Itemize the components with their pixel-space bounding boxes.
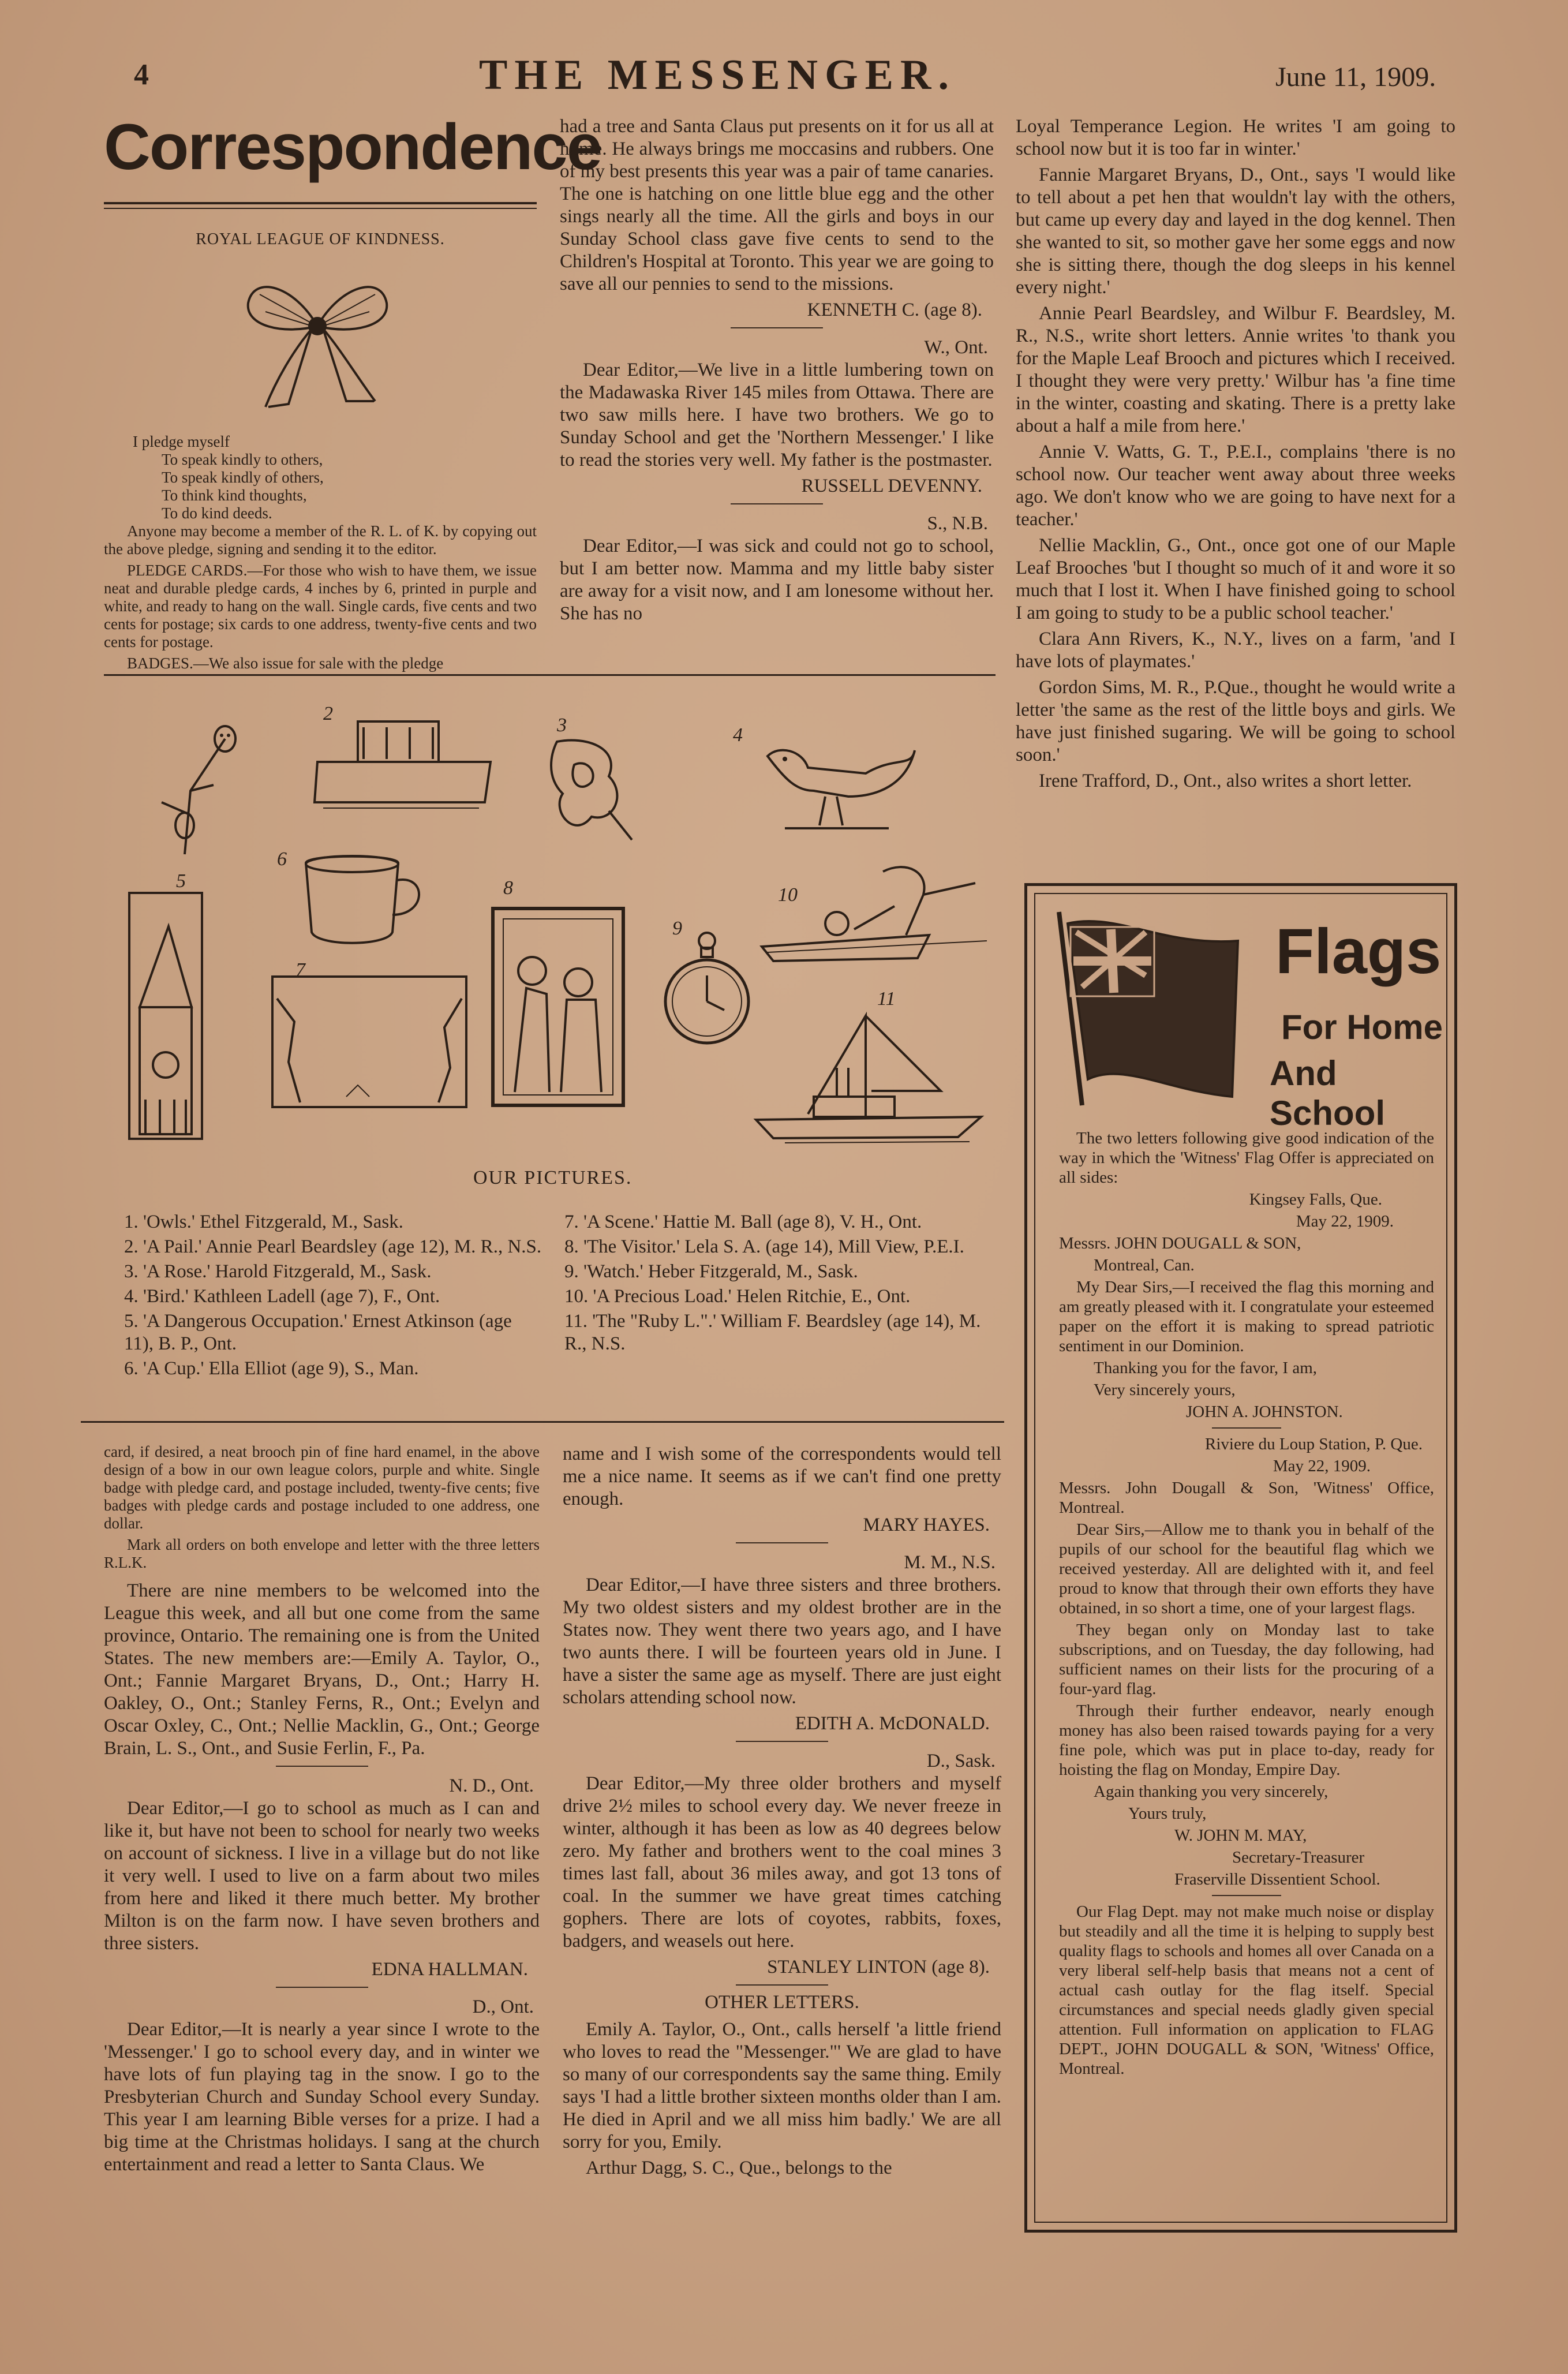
badges-text: BADGES.—We also issue for sale with the pledge bbox=[127, 655, 444, 672]
letter-addressee-city: Montreal, Can. bbox=[1094, 1256, 1195, 1274]
letter-place: S., N.B. bbox=[927, 513, 988, 534]
picture-label: 9 bbox=[672, 918, 682, 939]
letter-text: Irene Trafford, D., Ont., also writes a short letter. bbox=[1039, 771, 1412, 791]
letter-closing: Very sincerely yours, bbox=[1094, 1381, 1236, 1399]
flag-advertisement bbox=[1024, 883, 1457, 2233]
picture-label: 11 bbox=[877, 988, 896, 1010]
issue-date: June 11, 1909. bbox=[1275, 62, 1436, 92]
pictures-top-rule bbox=[104, 674, 996, 676]
letter-place: W., Ont. bbox=[924, 337, 988, 358]
mark-orders: Mark all orders on both envelope and letter with the three letters R.L.K. bbox=[104, 1536, 540, 1571]
captions-left bbox=[124, 1211, 545, 1382]
letter-text: Dear Editor,—I go to school as much as I can and like it, but have not been to school for nearly two weeks on account of sickness. I live in a village but do not like it very well. I used to live on a farm about two miles from here and liked it there much better. My brother Milton is on the farm now. I have seven brothers and three sisters. bbox=[104, 1798, 540, 1954]
pictures-title: OUR PICTURES. bbox=[473, 1167, 633, 1188]
letter-thanks: Thanking you for the favor, I am, bbox=[1094, 1359, 1317, 1377]
pledge-line: To do kind deeds. bbox=[162, 504, 272, 522]
badges-continued: card, if desired, a neat brooch pin of fine hard enamel, in the above design of a bow in our own league colors, purple and white. Single badge with pledge card, and postage included, twenty-five cents; five badges with pledge cards and postage included to one address, one dollar. bbox=[104, 1443, 540, 1532]
ad-heading-flags: Flags bbox=[1275, 916, 1442, 987]
ad-heading-school: And School bbox=[1270, 1054, 1386, 1132]
pledge-block bbox=[133, 433, 525, 522]
owls-drawing bbox=[150, 716, 242, 854]
letter-place: Riviere du Loup Station, P. Que. bbox=[1205, 1435, 1423, 1453]
title-rule bbox=[104, 202, 537, 204]
letter-signature-title: Secretary-Treasurer bbox=[1232, 1848, 1365, 1867]
letter-place: Kingsey Falls, Que. bbox=[1249, 1190, 1382, 1209]
letter-body: My Dear Sirs,—I received the flag this morning and am greatly pleased with it. I congratulate your esteemed paper on the effort it is making to spread patriotic sentiment in our Dominion. bbox=[1059, 1278, 1434, 1355]
rose-drawing bbox=[540, 724, 638, 846]
pledge-line: To speak kindly to others, bbox=[162, 451, 323, 468]
ad-closing-text: Our Flag Dept. may not make much noise or display but steadily and all the time it is helping to supply best quality flags to schools and homes all over Canada on a very liberal self-help basis that means not a cent of actual cash outlay for the flag itself. Special circumstances and special needs gladly given special attention. Full information on application to FLAG DEPT., JOHN DOUGALL & SON, 'Witness' Office, Montreal. bbox=[1059, 1902, 1434, 2078]
pictures-bottom-rule bbox=[81, 1421, 1004, 1423]
letters-column-2 bbox=[560, 115, 994, 629]
letter-text: Annie Pearl Beardsley, and Wilbur F. Beardsley, M. R., N.S., write short letters. Annie writes 'to thank you for the Maple Leaf Brooch and pictures which I received. I thought they were very pretty.' Wilbur has 'a fine time in the winter, coasting and skating. There is a pretty lake about a half a mile from here.' bbox=[1016, 303, 1455, 436]
letters-column-1-bottom bbox=[104, 1443, 540, 2179]
caption: 11. 'The "Ruby L.".' William F. Beardsley (age 14), M. R., N.S. bbox=[564, 1311, 981, 1354]
letter-text: Emily A. Taylor, O., Ont., calls herself 'a little friend who loves to read the "Messenger."' We are glad to have so many of our correspondents say the same thing. Emily says 'I had a little brother sixteen months older than I am. He died in April and we all miss him badly.' We are all sorry for you, Emily. bbox=[563, 2019, 1001, 2152]
ad-heading-home: For Home bbox=[1281, 1008, 1443, 1046]
divider bbox=[736, 1984, 828, 1986]
caption: 2. 'A Pail.' Annie Pearl Beardsley (age 12), M. R., N.S. bbox=[124, 1236, 542, 1257]
letter-text: Clara Ann Rivers, K., N.Y., lives on a farm, 'and I have lots of playmates.' bbox=[1016, 629, 1455, 672]
letter-addressee: Messrs. JOHN DOUGALL & SON, bbox=[1059, 1234, 1301, 1253]
letter-signature-school: Fraserville Dissentient School. bbox=[1174, 1870, 1380, 1889]
picture-label: 6 bbox=[277, 848, 287, 870]
letter-signature: EDITH A. McDONALD. bbox=[795, 1713, 990, 1734]
steamboat-drawing bbox=[750, 1004, 993, 1149]
letter-text: Dear Editor,—I was sick and could not go to school, but I am better now. Mamma and my little baby sister are away for a visit now, and I am lonesome without her. She has no bbox=[560, 536, 994, 624]
pledge-line: I pledge myself bbox=[133, 433, 230, 450]
cup-drawing bbox=[300, 851, 433, 949]
letter-body: They began only on Monday last to take subscriptions, and on Tuesday, the day following, had sufficient names on their lists for the procuring of a four-yard flag. bbox=[1059, 1621, 1434, 1698]
letter-text: Annie V. Watts, G. T., P.E.I., complains 'there is no school now. Our teacher went away about three weeks ago. We don't know who we are going to have next for a teacher.' bbox=[1016, 442, 1455, 530]
picture-label: 4 bbox=[733, 724, 743, 746]
letter-signature: KENNETH C. (age 8). bbox=[807, 300, 982, 320]
precious-load-drawing bbox=[756, 860, 987, 970]
divider bbox=[731, 503, 823, 504]
letter-place: M. M., N.S. bbox=[904, 1552, 996, 1573]
caption: 1. 'Owls.' Ethel Fitzgerald, M., Sask. bbox=[124, 1212, 403, 1232]
letter-place: N. D., Ont. bbox=[449, 1775, 534, 1796]
caption: 7. 'A Scene.' Hattie M. Ball (age 8), V. H., Ont. bbox=[564, 1212, 922, 1232]
letter-signature: MARY HAYES. bbox=[863, 1515, 990, 1535]
letter-signature: STANLEY LINTON (age 8). bbox=[767, 1957, 990, 1977]
page-number: 4 bbox=[134, 58, 149, 91]
church-drawing bbox=[128, 892, 203, 1140]
letter-text: Arthur Dagg, S. C., Que., belongs to the bbox=[586, 2158, 892, 2178]
letter-text: name and I wish some of the correspondents would tell me a nice name. It seems as if we can't find one pretty enough. bbox=[563, 1444, 1001, 1509]
letter-text: There are nine members to be welcomed into the League this week, and all but one come from the same province, Ontario. The remaining one is from the United States. The new members are:—Emily A. Taylor, O., Ont.; Fannie Margaret Bryans, D., Ont.; Harry H. Oakley, O., Ont.; Stanley Ferns, R., Ont.; Evelyn and Oscar Oxley, C., Ont.; Nellie Macklin, G., Ont.; George Brain, L. S., Ont., and Susie Ferlin, F., Pa. bbox=[104, 1580, 540, 1759]
letter-body: Again thanking you very sincerely, bbox=[1094, 1782, 1329, 1801]
pledge-line: To think kind thoughts, bbox=[162, 487, 307, 504]
letter-place: D., Sask. bbox=[926, 1751, 996, 1771]
bird-drawing bbox=[762, 733, 918, 837]
picture-label: 10 bbox=[778, 884, 798, 906]
letter-date: May 22, 1909. bbox=[1296, 1212, 1394, 1231]
caption: 4. 'Bird.' Kathleen Ladell (age 7), F., Ont. bbox=[124, 1286, 440, 1307]
title-rule-thin bbox=[104, 208, 537, 209]
letter-body: Dear Sirs,—Allow me to thank you in behalf of the pupils of our school for the beautiful flag which we received yesterday. All are delighted with it, and feel proud to know that through their own efforts they have obtained, in so short a time, one of your largest flags. bbox=[1059, 1520, 1434, 1617]
letter-addressee: Messrs. John Dougall & Son, 'Witness' Office, Montreal. bbox=[1059, 1479, 1434, 1517]
letter-signature: JOHN A. JOHNSTON. bbox=[1186, 1403, 1343, 1421]
letter-text: Fannie Margaret Bryans, D., Ont., says 'I would like to tell about a pet hen that wouldn't lay with the others, but came up every day and layed in the dog kennel. Then she wanted to sit, so mother gave her some eggs and now she is sitting there, though the dog sleeps in his kennel every night.' bbox=[1016, 165, 1455, 298]
caption: 3. 'A Rose.' Harold Fitzgerald, M., Sask. bbox=[124, 1261, 432, 1282]
letter-text: had a tree and Santa Claus put presents on it for us all at home. He always brings me moccasins and rubbers. One of my best presents this year was a pair of tame canaries. The one is hatching on one little blue egg and the other sings nearly all the time. All the girls and boys in our Sunday School class gave five cents to send to the Children's Hospital at Toronto. This year we are going to save all our pennies to send to the missions. bbox=[560, 116, 994, 294]
letter-date: May 22, 1909. bbox=[1273, 1457, 1371, 1475]
divider bbox=[731, 327, 823, 328]
pail-drawing bbox=[312, 716, 496, 814]
captions-right bbox=[564, 1211, 986, 1358]
caption: 5. 'A Dangerous Occupation.' Ernest Atkinson (age 11), B. P., Ont. bbox=[124, 1311, 512, 1354]
letter-text: Loyal Temperance Legion. He writes 'I am going to school now but it is too far in winter.' bbox=[1016, 116, 1455, 159]
caption: 9. 'Watch.' Heber Fitzgerald, M., Sask. bbox=[564, 1261, 858, 1282]
other-letters-title: OTHER LETTERS. bbox=[705, 1992, 859, 2013]
caption: 6. 'A Cup.' Ella Elliot (age 9), S., Man. bbox=[124, 1358, 419, 1379]
letter-signature: RUSSELL DEVENNY. bbox=[801, 476, 982, 496]
caption: 10. 'A Precious Load.' Helen Ritchie, E., Ont. bbox=[564, 1286, 911, 1307]
league-column bbox=[104, 228, 537, 251]
letter-text: Dear Editor,—My three older brothers and myself drive 2½ miles to school every day. We never freeze in winter, although it has been as low as 40 degrees below zero. My father and brothers went to the coal mines 3 times last fall, about 36 miles away, and got 13 tons of coal. In the summer we have great times catching gophers. There are lots of coyotes, rabbits, foxes, badgers, and weasels out here. bbox=[563, 1773, 1001, 1951]
ad-intro: The two letters following give good indication of the way in which the 'Witness' Flag Offer is appreciated on all sides: bbox=[1059, 1129, 1434, 1187]
picture-label: 2 bbox=[323, 703, 333, 724]
letter-text: Dear Editor,—It is nearly a year since I wrote to the 'Messenger.' I go to school every day, and in winter we have lots of fun playing tag in the snow. I go to the Presbyterian Church and Sunday School every Sunday. This year I am learning Bible verses for a prize. I had a big time at the Christmas holidays. I sang at the church entertainment and read a letter to Santa Claus. We bbox=[104, 2019, 540, 2175]
union-jack-flag-icon bbox=[1047, 906, 1249, 1108]
letter-body: Through their further endeavor, nearly enough money has also been raised towards paying for a very fine pole, which was put in place to-day, ready for hoisting the flag on Monday, Empire Day. bbox=[1059, 1702, 1434, 1779]
pledge-cards-text: PLEDGE CARDS.—For those who wish to have them, we issue neat and durable pledge cards, 4 inches by 6, printed in purple and white, and ready to hang on the wall. Single cards, five cents and two cents for postage; six cards to one address, twenty-five cents and two cents for postage. bbox=[104, 562, 537, 650]
caption: 8. 'The Visitor.' Lela S. A. (age 14), Mill View, P.E.I. bbox=[564, 1236, 964, 1257]
letter-text: Gordon Sims, M. R., P.Que., thought he would write a letter 'the same as the rest of the little boys and girls. We have just finished sugaring. We will be going to school soon.' bbox=[1016, 677, 1455, 765]
divider bbox=[276, 1766, 368, 1767]
picture-label: 7 bbox=[295, 959, 305, 981]
masthead-title: THE MESSENGER. bbox=[479, 51, 956, 99]
picture-label: 8 bbox=[503, 877, 513, 899]
section-title: Correspondence bbox=[104, 111, 601, 183]
divider bbox=[1212, 1427, 1281, 1429]
visitor-drawing bbox=[492, 907, 624, 1106]
letter-closing: Yours truly, bbox=[1128, 1804, 1207, 1823]
league-title: ROYAL LEAGUE OF KINDNESS. bbox=[196, 230, 445, 248]
letter-text: Dear Editor,—I have three sisters and three brothers. My two oldest sisters and my oldest brother are in the States now. They went there two years ago, and I have two aunts there. I will be fourteen years old in June. I have a sister the same age as myself. There are just eight scholars attending school now. bbox=[563, 1575, 1001, 1708]
ad-body bbox=[1059, 1128, 1434, 2081]
league-info bbox=[104, 522, 537, 676]
letter-text: Dear Editor,—We live in a little lumbering town on the Madawaska River 145 miles from Ottawa. There are two saw mills here. I have two brothers. We go to Sunday School and get the 'Northern Messenger.' I like to read the stories very well. My father is the postmaster. bbox=[560, 360, 994, 470]
letter-text: Nellie Macklin, G., Ont., once got one of our Maple Leaf Brooches 'but I thought so much of it and wore it so much that I lost it. When I have finished going to school I am going to study to be a public school teacher.' bbox=[1016, 535, 1455, 623]
membership-text: Anyone may become a member of the R. L. of K. by copying out the above pledge, signing and sending it to the editor. bbox=[104, 522, 537, 558]
pledge-line: To speak kindly of others, bbox=[162, 469, 324, 486]
bow-icon bbox=[242, 263, 392, 413]
letters-column-3 bbox=[1016, 115, 1455, 796]
divider bbox=[1212, 1895, 1281, 1896]
divider bbox=[736, 1542, 828, 1543]
scene-drawing bbox=[271, 975, 467, 1108]
letter-signature: W. JOHN M. MAY, bbox=[1174, 1826, 1307, 1845]
letter-place: D., Ont. bbox=[472, 1997, 534, 2017]
divider bbox=[736, 1741, 828, 1742]
letter-signature: EDNA HALLMAN. bbox=[371, 1959, 528, 1980]
letters-column-2-bottom bbox=[563, 1443, 1001, 2183]
picture-label: 3 bbox=[557, 715, 567, 736]
picture-label: 5 bbox=[176, 870, 186, 892]
divider bbox=[276, 1987, 368, 1988]
watch-drawing bbox=[664, 929, 750, 1050]
